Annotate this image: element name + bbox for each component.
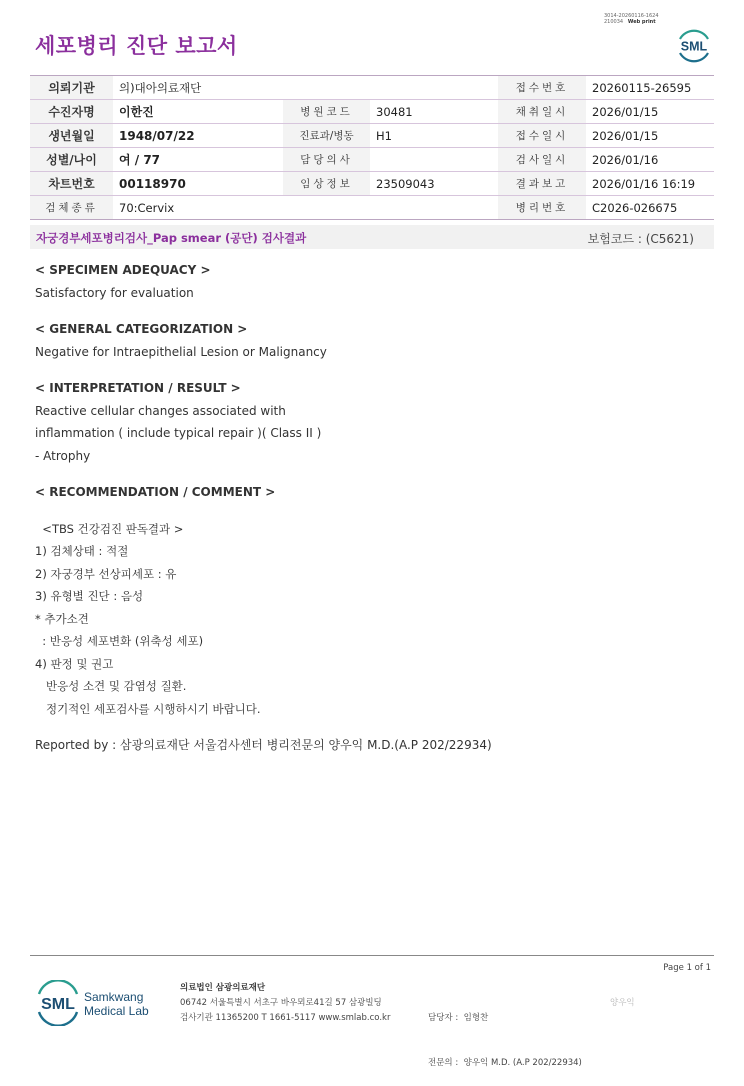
print-mode: Web print bbox=[627, 19, 656, 25]
receipt-no-value: 20260115-26595 bbox=[586, 76, 714, 100]
requester-value: 의)대아의료재단 bbox=[113, 76, 498, 100]
adequacy-text: Satisfactory for evaluation bbox=[35, 285, 194, 300]
collect-date-value: 2026/01/15 bbox=[586, 100, 714, 124]
recommendation-line: 정기적인 세포검사를 시행하시기 바랍니다. bbox=[35, 701, 261, 716]
footer-staff bbox=[428, 981, 582, 1086]
signature: 양우익 bbox=[610, 998, 635, 1008]
doctor-value bbox=[370, 148, 498, 172]
dob-label: 생년월일 bbox=[30, 124, 113, 148]
footer-logo-name-2: Medical Lab bbox=[84, 1004, 149, 1018]
info-row bbox=[30, 172, 714, 196]
recommendation-line: 1) 검체상태 : 적절 bbox=[35, 544, 129, 558]
footer-org bbox=[180, 981, 390, 1026]
clinical-value: 23509043 bbox=[370, 172, 498, 196]
dept-label: 진료과/병동 bbox=[283, 124, 370, 148]
info-row bbox=[30, 76, 714, 100]
receipt-date-label: 접수일시 bbox=[498, 124, 586, 148]
dob-value: 1948/07/22 bbox=[113, 124, 283, 148]
category-heading: < GENERAL CATEGORIZATION > bbox=[35, 322, 248, 336]
interpretation-line: - Atrophy bbox=[35, 448, 91, 463]
info-row bbox=[30, 196, 714, 220]
info-row bbox=[30, 124, 714, 148]
chart-no-value: 00118970 bbox=[113, 172, 283, 196]
page-number: Page 1 of 1 bbox=[663, 963, 711, 973]
dept-value: H1 bbox=[370, 124, 498, 148]
reported-by: Reported by : 삼광의료재단 서울검사센터 병리전문의 양우익 M.D.(A.P 202/22934) bbox=[35, 738, 492, 752]
recommendation-line: 4) 판정 및 권고 bbox=[35, 656, 114, 671]
path-no-label: 병리번호 bbox=[498, 196, 586, 220]
recommendation-line: <TBS 건강검진 판독결과 > bbox=[35, 521, 184, 536]
org-contact: 검사기관 11365200 T 1661-5117 www.smlab.co.kr bbox=[180, 1013, 391, 1023]
interpretation-line: Reactive cellular changes associated with bbox=[35, 403, 286, 418]
footer-divider bbox=[30, 955, 714, 956]
exam-date-label: 검사일시 bbox=[498, 148, 586, 172]
receipt-date-value: 2026/01/15 bbox=[586, 124, 714, 148]
path-no-value: C2026-026675 bbox=[586, 196, 714, 220]
interpretation-heading: < INTERPRETATION / RESULT > bbox=[35, 381, 241, 395]
hospital-code-value: 30481 bbox=[370, 100, 498, 124]
specimen-label: 검체종류 bbox=[30, 196, 113, 220]
exam-date-value: 2026/01/16 bbox=[586, 148, 714, 172]
interpretation-line: inflammation ( include typical repair )( Class II ) bbox=[35, 426, 322, 440]
test-title: 자궁경부세포병리검사_Pap smear (공단) 검사결과 bbox=[36, 231, 307, 245]
logo-text: SML bbox=[680, 39, 708, 54]
info-row bbox=[30, 100, 714, 124]
test-header bbox=[30, 225, 714, 249]
adequacy-heading: < SPECIMEN ADEQUACY > bbox=[35, 263, 211, 277]
hospital-code-label: 병원코드 bbox=[283, 100, 370, 124]
print-sub: 210034 bbox=[604, 19, 624, 25]
specimen-value: 70:Cervix bbox=[113, 196, 498, 220]
recommendation-line: 2) 자궁경부 선상피세포 : 유 bbox=[35, 566, 177, 581]
category-text: Negative for Intraepithelial Lesion or Malignancy bbox=[35, 344, 327, 359]
print-meta bbox=[604, 13, 659, 25]
recommendation-line: 반응성 소견 및 감염성 질환. bbox=[35, 679, 187, 693]
samkwang-logo-icon bbox=[36, 980, 168, 1026]
page-title: 세포병리 진단 보고서 bbox=[35, 34, 238, 58]
report-date-label: 결과보고 bbox=[498, 172, 586, 196]
patient-info-table bbox=[30, 75, 714, 220]
patient-label: 수진자명 bbox=[30, 100, 113, 124]
chart-no-label: 차트번호 bbox=[30, 172, 113, 196]
insurance-code: 보험코드 : (C5621) bbox=[587, 232, 694, 246]
print-id: 3014-20260116-1624 bbox=[604, 13, 659, 19]
sex-age-value: 여 / 77 bbox=[113, 148, 283, 172]
report-date-value: 2026/01/16 16:19 bbox=[586, 172, 714, 196]
receipt-no-label: 접수번호 bbox=[498, 76, 586, 100]
recommendation-heading: < RECOMMENDATION / COMMENT > bbox=[35, 485, 276, 499]
result-body bbox=[35, 259, 492, 757]
clinical-label: 임상정보 bbox=[283, 172, 370, 196]
recommendation-line: * 추가소견 bbox=[35, 611, 89, 626]
recommendation-line: 3) 유형별 진단 : 음성 bbox=[35, 589, 144, 603]
org-name: 의료법인 삼광의료재단 bbox=[180, 983, 266, 993]
footer-logo-name-1: Samkwang bbox=[84, 990, 144, 1004]
org-address: 06742 서울특별시 서초구 바우뫼로41길 57 삼광빌딩 bbox=[180, 998, 382, 1008]
recommendation-line: : 반응성 세포변화 (위축성 세포) bbox=[35, 634, 204, 648]
patient-value: 이한진 bbox=[113, 100, 283, 124]
requester-label: 의뢰기관 bbox=[30, 76, 113, 100]
info-row bbox=[30, 148, 714, 172]
collect-date-label: 채취일시 bbox=[498, 100, 586, 124]
doctor-label: 담당의사 bbox=[283, 148, 370, 172]
sml-logo-icon bbox=[676, 27, 712, 63]
specialist: 전문의 : 양우익 M.D. (A.P 202/22934) bbox=[428, 1058, 582, 1068]
sex-age-label: 성별/나이 bbox=[30, 148, 113, 172]
footer-logo-text: SML bbox=[41, 996, 75, 1013]
staff-in-charge: 담당자 : 임형찬 bbox=[428, 1013, 489, 1023]
